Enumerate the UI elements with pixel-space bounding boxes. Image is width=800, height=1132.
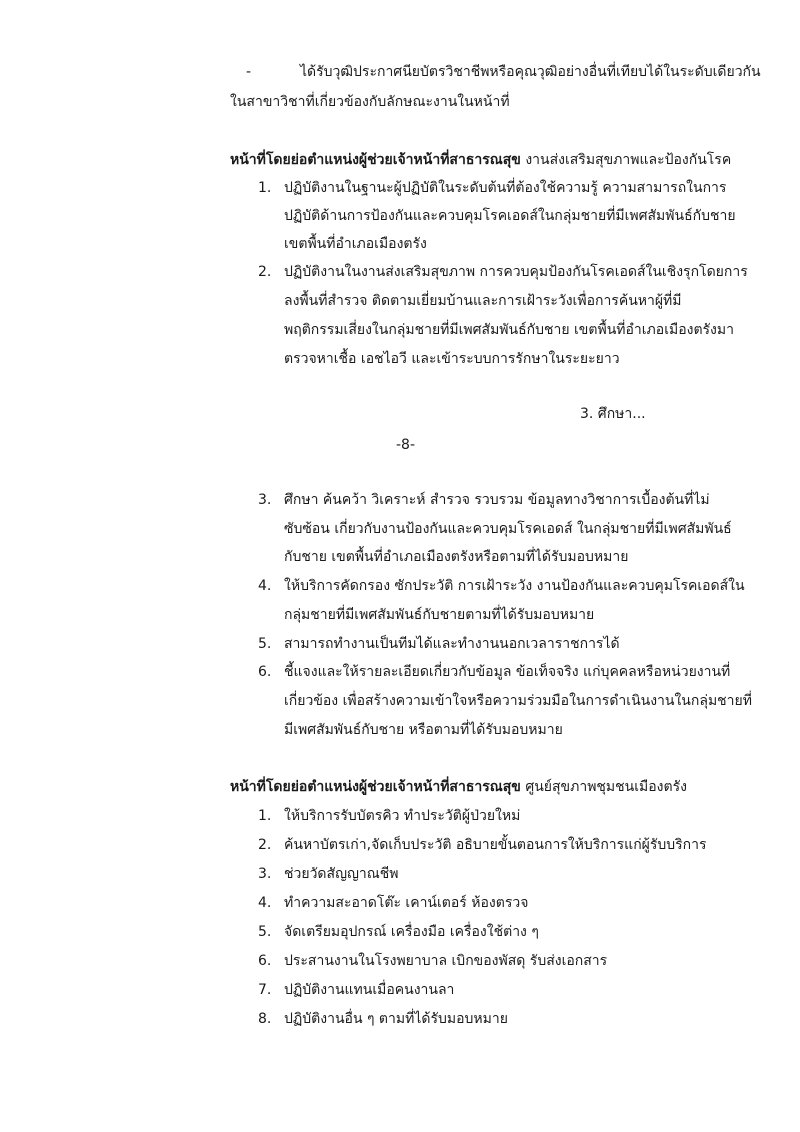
section1-item-3-line-3: กับชาย เขตพื้นที่อำเภอเมืองตรังหรือตามที่ได้รับมอบหมาย — [284, 549, 629, 565]
section2-heading — [230, 777, 687, 797]
section2-item-6-num: 6. — [258, 953, 272, 969]
section2-item-5-text: จัดเตรียมอุปกรณ์ เครื่องมือ เครื่องใช้ต่าง ๆ — [284, 924, 539, 940]
section1-item-1-line-3: เขตพื้นที่อำเภอเมืองตรัง — [284, 236, 427, 252]
intro-line-1: ได้รับวุฒิประกาศนียบัตรวิชาชีพหรือคุณวุฒิอย่างอื่นที่เทียบได้ในระดับเดียวกัน — [300, 64, 761, 80]
section2-item-8-text: ปฏิบัติงานอื่น ๆ ตามที่ได้รับมอบหมาย — [284, 1011, 508, 1027]
section1-item-1-line-1: ปฏิบัติงานในฐานะผู้ปฏิบัติในระดับต้นที่ต้องใช้ความรู้ ความสามารถในการ — [284, 180, 727, 196]
section1-item-4-line-2: กลุ่มชายที่มีเพศสัมพันธ์กับชายตามที่ได้รับมอบหมาย — [284, 607, 595, 623]
section1-item-6-line-3: มีเพศสัมพันธ์กับชาย หรือตามที่ได้รับมอบหมาย — [284, 722, 563, 738]
section1-item-1-num: 1. — [258, 180, 272, 196]
section1-item-6-line-1: ชี้แจงและให้รายละเอียดเกี่ยวกับข้อมูล ข้อเท็จจริง แก่บุคคลหรือหน่วยงานที่ — [284, 664, 731, 680]
section1-item-6-num: 6. — [258, 664, 272, 680]
section2-item-4-num: 4. — [258, 895, 272, 911]
section1-item-3-line-2: ซับซ้อน เกี่ยวกับงานป้องกันและควบคุมโรคเอดส์ ในกลุ่มชายที่มีเพศสัมพันธ์ — [284, 521, 732, 537]
section1-item-5-num: 5. — [258, 636, 272, 652]
intro-line-2: ในสาขาวิชาที่เกี่ยวข้องกับลักษณะงานในหน้าที่ — [230, 94, 510, 110]
section2-item-2-text: ค้นหาบัตรเก่า,จัดเก็บประวัติ อธิบายขั้นตอนการให้บริการแก่ผู้รับบริการ — [284, 837, 707, 853]
section2-heading-rest: ศูนย์สุขภาพชุมชนเมืองตรัง — [525, 779, 687, 795]
section1-heading-rest: งานส่งเสริมสุขภาพและป้องกันโรค — [525, 152, 732, 168]
section1-item-3-num: 3. — [258, 492, 272, 508]
section1-item-3-line-1: ศึกษา ค้นคว้า วิเคราะห์ สำรวจ รวบรวม ข้อมูลทางวิชาการเบื้องต้นที่ไม่ — [284, 492, 710, 508]
section1-item-2-line-1: ปฏิบัติงานในงานส่งเสริมสุขภาพ การควบคุมป้องกันโรคเอดส์ในเชิงรุกโดยการ — [284, 264, 748, 280]
continuation-text: 3. ศึกษา... — [580, 406, 646, 422]
section1-item-4-line-1: ให้บริการคัดกรอง ซักประวัติ การเฝ้าระวัง งานป้องกันและควบคุมโรคเอดส์ใน — [284, 578, 745, 594]
section2-item-1-num: 1. — [258, 808, 272, 824]
section2-item-1-text: ให้บริการรับบัตรคิว ทำประวัติผู้ป่วยใหม่ — [284, 808, 521, 824]
section1-heading-bold: หน้าที่โดยย่อตำแหน่งผู้ช่วยเจ้าหน้าที่สาธารณสุข — [230, 152, 521, 168]
section1-item-5-line-1: สามารถทำงานเป็นทีมได้และทำงานนอกเวลาราชการได้ — [284, 636, 620, 652]
section1-item-2-line-2: ลงพื้นที่สำรวจ ติดตามเยี่ยมบ้านและการเฝ้าระวังเพื่อการค้นหาผู้ที่มี — [284, 293, 682, 309]
section2-item-2-num: 2. — [258, 837, 272, 853]
section1-item-2-num: 2. — [258, 264, 272, 280]
section2-item-7-num: 7. — [258, 982, 272, 998]
page-number: -8- — [396, 437, 416, 453]
section2-item-5-num: 5. — [258, 924, 272, 940]
section1-item-4-num: 4. — [258, 578, 272, 594]
intro-dash: - — [246, 64, 252, 80]
section1-heading — [230, 150, 731, 170]
section1-item-6-line-2: เกี่ยวข้อง เพื่อสร้างความเข้าใจหรือความร่วมมือในการดำเนินงานในกลุ่มชายที่ — [284, 693, 752, 709]
section2-item-4-text: ทำความสะอาดโต๊ะ เคาน์เตอร์ ห้องตรวจ — [284, 895, 529, 911]
section1-item-2-line-3: พฤติกรรมเสี่ยงในกลุ่มชายที่มีเพศสัมพันธ์กับชาย เขตพื้นที่อำเภอเมืองตรังมา — [284, 322, 734, 338]
section2-item-8-num: 8. — [258, 1011, 272, 1027]
section2-item-3-text: ช่วยวัดสัญญาณชีพ — [284, 866, 399, 882]
section2-item-3-num: 3. — [258, 866, 272, 882]
section1-item-1-line-2: ปฏิบัติด้านการป้องกันและควบคุมโรคเอดส์ในกลุ่มชายที่มีเพศสัมพันธ์กับชาย — [284, 208, 736, 224]
section2-heading-bold: หน้าที่โดยย่อตำแหน่งผู้ช่วยเจ้าหน้าที่สาธารณสุข — [230, 779, 521, 795]
section2-item-6-text: ประสานงานในโรงพยาบาล เบิกของพัสดุ รับส่งเอกสาร — [284, 953, 608, 969]
section1-item-2-line-4: ตรวจหาเชื้อ เอชไอวี และเข้าระบบการรักษาในระยะยาว — [284, 351, 620, 367]
section2-item-7-text: ปฏิบัติงานแทนเมื่อคนงานลา — [284, 982, 455, 998]
